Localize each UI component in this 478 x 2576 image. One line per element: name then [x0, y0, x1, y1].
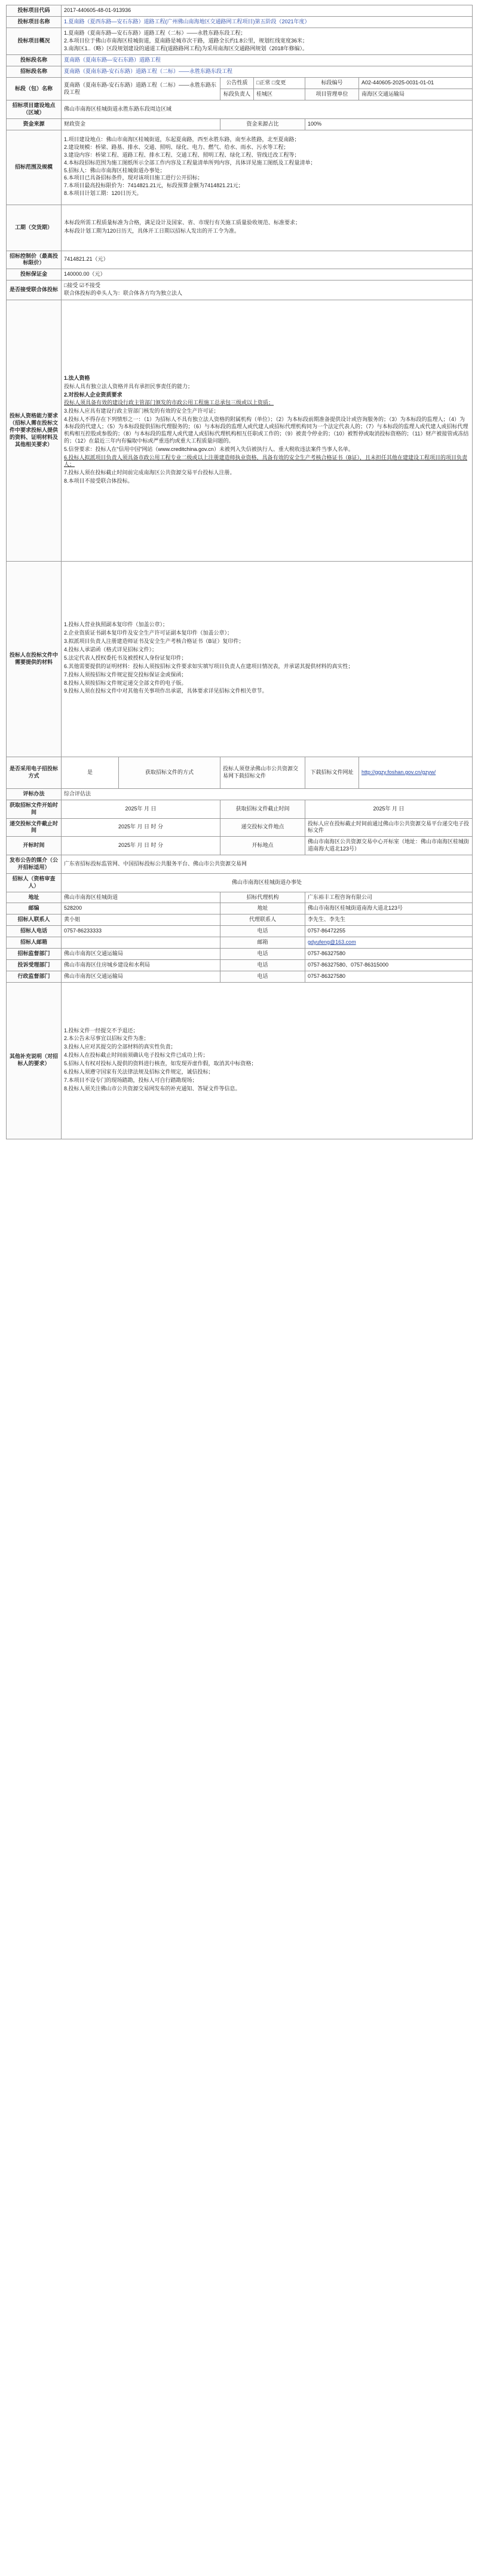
tender-table: [6, 5, 473, 1139]
row-security: [7, 269, 473, 281]
tender-segment-label: 投标段名称: [7, 55, 62, 66]
other-label: 其他补充说明（对招标人的要求）: [7, 982, 62, 1139]
contact-right-label: 邮箱: [220, 937, 305, 949]
row-submit: [7, 818, 473, 837]
other-para: 4.投标人在投标截止时间前须确认电子投标文件已成功上传；: [64, 1052, 209, 1059]
consortium-body: [62, 281, 473, 300]
bidder-qual-body: [62, 300, 473, 561]
contact-right-value: 佛山市南海区桂城街道南海大道北123号: [305, 903, 473, 914]
security-label: 投标保证金: [7, 269, 62, 281]
open-place-label: 开标地点: [220, 837, 305, 855]
other-para: 3.投标人应对其提交的全部材料的真实性负责；: [64, 1044, 176, 1050]
project-name-value: 1.夏南路（夏西东路—安石东路）道路工程(广州佛山南海地区交通路网工程项目)第五阶段（2021年度）: [62, 16, 473, 28]
admin-supervisor-value: 佛山市南海区交通运输局: [62, 971, 220, 982]
bidder-qual-para: 3.投标人应具有建设行政主管部门核发的有效的安全生产许可证；: [64, 408, 219, 414]
row-tender-segment: [7, 55, 473, 66]
supervisor-phone-label: 电话: [220, 948, 305, 959]
bidder-qual-para: 投标人须具备有效的建设行政主管部门颁发的市政公用工程施工总承包三级或以上资质；: [64, 400, 274, 406]
row-project-code: [7, 5, 473, 17]
get-doc-label: 获取招标文件的方式: [119, 757, 220, 788]
quality-line: 本标段所需工程质量标准为合格，满足设计及国家、省、市现行有关施工质量验收规范、标准要求；: [64, 219, 301, 225]
row-bidder-req: [7, 561, 473, 757]
contact-right-value: 0757-86472255: [305, 926, 473, 937]
consortium-line: 联合体投标的牵头人为：联合体各方均为独立法人: [64, 290, 183, 296]
consortium-label: 是否接受联合体投标: [7, 281, 62, 300]
agent-email-link[interactable]: gdyufeng@163.com: [305, 937, 473, 949]
bidder-req-para: 2.企业资质证书副本复印件及安全生产许可证副本复印件（加盖公章）；: [64, 630, 233, 636]
overview-line: 2.本项目位于佛山市南海区桂城街道，夏南路是城市次干路，道路全长约1.8公里，规划红线宽度36米；: [64, 37, 308, 44]
open-place-value: 佛山市南海区公共资源交易中心开标室（地址：佛山市南海区桂城街道南海大道北123号）: [305, 837, 473, 855]
complaint-label: 投诉受理部门: [7, 959, 62, 971]
quality-body: [62, 205, 473, 251]
row-supervisor-2: [7, 971, 473, 982]
quality-line: 本标段计划工期为120日历天，具体开工日期以招标人发出的开工令为准。: [64, 227, 240, 234]
supervisor-value: 佛山市南海区交通运输局: [62, 948, 220, 959]
location-label: 招标项目建设地点（区域）: [7, 100, 62, 118]
project-overview-body: [62, 28, 473, 55]
scope-line: 4.本标段招标范围为施工图纸所示全部工作内容及工程量清单所列内容，具体详见施工图纸及工程量清单；: [64, 159, 316, 166]
row-quality: [7, 205, 473, 251]
contact-left-value: 黄小姐: [62, 914, 220, 926]
admin-supervisor-label: 行政监督部门: [7, 971, 62, 982]
project-code-value: 2017-440605-48-01-913936: [62, 5, 473, 17]
project-overview-label: 投标项目概况: [7, 28, 62, 55]
doc-start-label: 获取招标文件开始时间: [7, 800, 62, 818]
contact-right-label: 地址: [220, 903, 305, 914]
contact-left-label: 招标人电话: [7, 926, 62, 937]
supervisor-phone-value: 0757-86327580: [305, 948, 473, 959]
tenderer-value: 佛山市南海区桂城街道办事处: [62, 873, 473, 892]
contact-right-label: 电话: [220, 926, 305, 937]
tender-announcement: [6, 5, 472, 1139]
section-contact-label: 标段负责人: [220, 89, 254, 100]
bidder-req-label: 投标人在投标文件中需要提供的材料: [7, 561, 62, 757]
row-contact-4: [7, 937, 473, 949]
review-label: 评标办法: [7, 788, 62, 800]
contact-right-label: 代理联系人: [220, 914, 305, 926]
section-code-value: A02-440605-2025-0031-01-01: [359, 78, 473, 89]
complaint-phone-label: 电话: [220, 959, 305, 971]
row-funding: [7, 118, 473, 130]
funding-ratio-value: 100%: [305, 118, 473, 130]
download-label: 下载招标文件网址: [305, 757, 359, 788]
row-contact-0: [7, 892, 473, 903]
bidder-req-para: 5.法定代表人授权委托书及被授权人身份证复印件；: [64, 654, 187, 661]
announce-label: 公告性质: [220, 78, 254, 89]
bidder-qual-para: 7.投标人须在投标截止时间前完成南海区公共资源交易平台投标人注册。: [64, 470, 235, 476]
row-tender-scope-name: [7, 66, 473, 78]
row-contact-1: [7, 903, 473, 914]
contact-left-value: 佛山市南海区桂城街道: [62, 892, 220, 903]
bidder-req-para: 8.投标人须按招标文件规定递交全部文件的电子版。: [64, 679, 187, 686]
row-contact-2: [7, 914, 473, 926]
row-contact-3: [7, 926, 473, 937]
doc-end-label: 获取招标文件截止时间: [220, 800, 305, 818]
bidder-qual-para: 1.法人资格: [64, 374, 90, 381]
method-value: 是: [62, 757, 119, 788]
admin-phone-value: 0757-86327580: [305, 971, 473, 982]
contact-left-value: 528200: [62, 903, 220, 914]
ceiling-label: 招标控制价（最高投标限价）: [7, 251, 62, 269]
row-review: [7, 788, 473, 800]
download-link[interactable]: http://ggzy.foshan.gov.cn/gzyw/: [359, 757, 473, 788]
get-doc-value: 投标人须登录佛山市公共资源交易网下载招标文件: [220, 757, 305, 788]
bidder-req-para: 9.投标人须在投标文件中对其他有关事项作出承诺，具体要求详见招标文件相关章节。: [64, 688, 268, 694]
tender-scope-name-value: 夏南路（夏南东路-安石东路）道路工程（二标）——永胜东路东段工程: [62, 66, 473, 78]
security-value: 140000.00（元）: [62, 269, 473, 281]
contact-left-value: 0757-86233333: [62, 926, 220, 937]
publish-label: 发布公告的媒介（公开招标适用）: [7, 855, 62, 874]
row-bidder-qual: [7, 300, 473, 561]
scope-line: 2.建设规模：桥梁、路基、排水、交通、照明、绿化、电力、燃气、给水、雨水、污水等工程；: [64, 144, 289, 150]
bidder-req-para: 3.拟派项目负责人注册建造师证书及安全生产考核合格证书（B证）复印件；: [64, 638, 244, 645]
scope-line: 1.项目建设地点：佛山市南海区桂城街道，东起夏南路，西至永胜东路，南至永胜路，北至夏南路；: [64, 136, 300, 142]
bidder-qual-para: 8.本项目不接受联合体投标。: [64, 478, 133, 484]
review-value: 综合评估法: [62, 788, 473, 800]
row-doc-time: [7, 800, 473, 818]
row-tenderer: [7, 873, 473, 892]
other-para: 1.投标文件一经提交不予退还；: [64, 1027, 139, 1034]
bidder-qual-para: 2.对投标人企业资质要求: [64, 391, 122, 398]
doc-start-value: 2025年 月 日: [62, 800, 220, 818]
complaint-phone-value: 0757-86327580、0757-86315000: [305, 959, 473, 971]
bidder-req-body: [62, 561, 473, 757]
contact-left-label: 地址: [7, 892, 62, 903]
other-para: 6.投标人须遵守国家有关法律法规及招标文件规定，诚信投标；: [64, 1068, 214, 1075]
open-time-label: 开标时间: [7, 837, 62, 855]
section-name: 夏南路（夏南东路-安石东路）道路工程（二标）——永胜东路东段工程: [62, 78, 220, 100]
row-scope: [7, 130, 473, 205]
row-publish: [7, 855, 473, 874]
open-time-value: 2025年 月 日 时 分: [62, 837, 220, 855]
scope-line: 6.本项目已具备招标条件，现对该项目施工进行公开招标；: [64, 175, 203, 181]
submit-deadline-label: 递交投标文件截止时间: [7, 818, 62, 837]
method-label: 是否采用电子招投标方式: [7, 757, 62, 788]
other-para: 8.投标人须关注佛山市公共资源交易网发布的补充通知、答疑文件等信息。: [64, 1085, 241, 1092]
publish-value: 广东省招标投标监管网、中国招标投标公共服务平台、佛山市公共资源交易网: [62, 855, 473, 874]
tender-scope-name-label: 招标段名称: [7, 66, 62, 78]
bidder-qual-para: 5.信誉要求：投标人在“信用中国”网站（www.creditchina.gov.cn）未被列入失信被执行人、重大税收违法案件当事人名单。: [64, 446, 354, 452]
admin-phone-label: 电话: [220, 971, 305, 982]
scope-line: 7.本项目最高投标限价为：7414821.21元，标段预算金额为7414821.21元；: [64, 182, 244, 189]
submit-place-value: 投标人应在投标截止时间前通过佛山市公共资源交易平台递交电子投标文件: [305, 818, 473, 837]
doc-end-value: 2025年 月 日: [305, 800, 473, 818]
complaint-value: 佛山市南海区住房城乡建设和水利局: [62, 959, 220, 971]
tenderer-label: 招标人（资格审查人）: [7, 873, 62, 892]
row-ceiling: [7, 251, 473, 269]
overview-line: 1.夏南路（夏南东路—安石东路）道路工程（二标）——永胜东路东段工程；: [64, 29, 246, 36]
bidder-req-para: 7.投标人须按招标文件规定提交投标保证金或保函；: [64, 671, 187, 678]
supervisor-label: 招标监督部门: [7, 948, 62, 959]
other-para: 2.本公告未尽事宜以招标文件为准；: [64, 1035, 149, 1042]
row-open: [7, 837, 473, 855]
row-section-1: [7, 78, 473, 89]
contact-right-value: 李先生、李先生: [305, 914, 473, 926]
row-other: [7, 982, 473, 1139]
row-supervisor-0: [7, 948, 473, 959]
announce-value: □正常 □变更: [254, 78, 305, 89]
scope-line: 8.本项目计划工期：120日历天。: [64, 190, 142, 197]
quality-label: 工期（交货期）: [7, 205, 62, 251]
section-mgmt-value: 南海区交通运输局: [359, 89, 473, 100]
bidder-req-para: 4.投标人承诺函（格式详见招标文件）；: [64, 647, 158, 653]
row-project-name: [7, 16, 473, 28]
tender-segment-value: 夏南路（夏南东路—安石东路）道路工程: [62, 55, 473, 66]
submit-deadline-value: 2025年 月 日 时 分: [62, 818, 220, 837]
bidder-req-para: 6.其他需要提供的证明材料：投标人须按招标文件要求如实填写项目负责人在建项目情况表，并承诺其提供材料的真实性；: [64, 663, 354, 669]
funding-source-label: 资金来源: [7, 118, 62, 130]
ceiling-value: 7414821.21（元）: [62, 251, 473, 269]
overview-line: 3.南海区1..（略）区段规划建设的通道工程(道路路网工程)为采用南海区交通路网规划（2018年修编）。: [64, 45, 308, 51]
scope-body: [62, 130, 473, 205]
contact-left-label: 邮编: [7, 903, 62, 914]
contact-left-label: 招标人联系人: [7, 914, 62, 926]
bidder-qual-para: 投标人具有独立法人资格并具有承担民事责任的能力；: [64, 383, 194, 389]
row-method: [7, 757, 473, 788]
scope-line: 3.建设内容：桥梁工程、道路工程、排水工程、交通工程、照明工程、绿化工程、管线迁改工程等；: [64, 151, 300, 158]
contact-left-label: 招标人邮箱: [7, 937, 62, 949]
submit-place-label: 递交投标文件地点: [220, 818, 305, 837]
project-code-label: 投标项目代码: [7, 5, 62, 17]
row-project-overview: [7, 28, 473, 55]
consortium-line: □接受 ☑不接受: [64, 282, 101, 289]
section-label: 标段（包）名称: [7, 78, 62, 100]
bidder-req-para: 1.投标人营业执照副本复印件（加盖公章）；: [64, 621, 168, 628]
section-mgmt-label: 项目管理单位: [305, 89, 359, 100]
row-consortium: [7, 281, 473, 300]
bidder-qual-label: 投标人资格能力要求（招标人需在投标文件中要求投标人提供的资料、证明材料及其他相关要求）: [7, 300, 62, 561]
scope-line: 5.招标人：佛山市南海区桂城街道办事处；: [64, 167, 166, 173]
section-code-label: 标段编号: [305, 78, 359, 89]
row-location: [7, 100, 473, 118]
contact-left-value: [62, 937, 220, 949]
contact-right-label: 招标代理机构: [220, 892, 305, 903]
other-para: 5.招标人有权对投标人提供的资料进行核查，如发现弄虚作假，取消其中标资格；: [64, 1060, 257, 1066]
row-supervisor-1: [7, 959, 473, 971]
contact-right-value: 广东裕丰工程咨询有限公司: [305, 892, 473, 903]
other-para: 7.本项目不设专门的现场踏勘，投标人可自行踏勘现场；: [64, 1077, 198, 1083]
project-name-label: 投标项目名称: [7, 16, 62, 28]
section-contact-value: 桂城区: [254, 89, 305, 100]
funding-ratio-label: 资金来源占比: [220, 118, 305, 130]
bidder-qual-para: 6.投标人拟派项目负责人须具备市政公用工程专业二级或以上注册建造师执业资格，具备有效的安全生产考核合格证书（B证），且未担任其他在建建设工程项目的项目负责人；: [64, 454, 468, 468]
scope-label: 招标范围及规模: [7, 130, 62, 205]
other-body: [62, 982, 473, 1139]
bidder-qual-para: 4.投标人不得存在下列情形之一：（1）为招标人不具有独立法人资格的附属机构（单位）；（2）为本标段前期准备提供设计或咨询服务的；（3）为本标段的监理人；（4）为本标段的代建人；（5）为本标段提供招标代理服务的；（6）与本标段的监理人或代建人或招标代理机构同为一个法定代表人的；（7）与本标段的监理人或代建人或招标代理机构相互控股或参股的；（8）与本标段的监理人或代建人或招标代理机构相互任职或工作的；（9）被责令停业的；（10）被暂停或取消投标资格的；（11）财产被接管或冻结的；（12）在最近三年内有骗取中标或严重违约或重大工程质量问题的。: [64, 416, 469, 444]
funding-source-value: 财政资金: [62, 118, 220, 130]
location-value: 佛山市南海区桂城街道永胜东路东段周边区域: [62, 100, 473, 118]
